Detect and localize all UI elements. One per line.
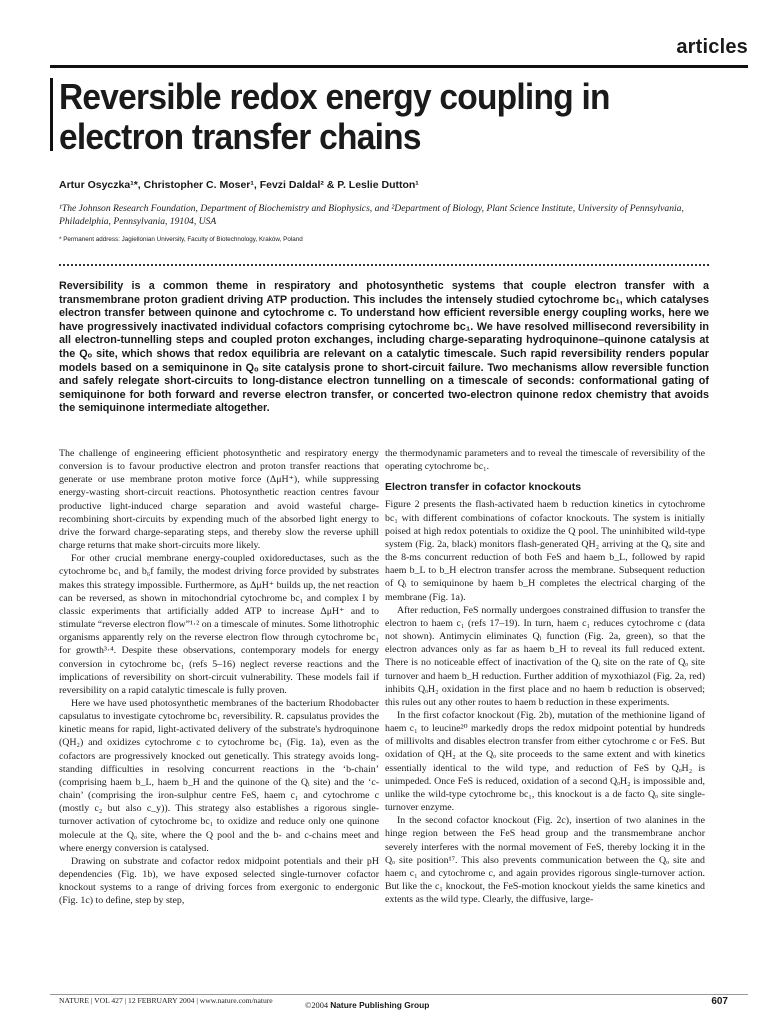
footer-rule — [50, 994, 748, 995]
section-label: articles — [676, 36, 748, 58]
paragraph: In the second cofactor knockout (Fig. 2c), insertion of two alanines in the hinge region between the FeS head group and the transmembrane anchor severely interferes with the normal movement of FeS, thereby locking it in the Qₒ site position¹⁷. This also prevents communication between the Qₒ site and haem c₁ and cytochrome c, and again provides rigorous single-turnover action. But like the c₁ knockout, the FeS-motion knockout yields the same kinetics and extents as the wild type. Clearly, the diffusive, large- — [385, 815, 705, 906]
body-column-left — [59, 447, 379, 907]
paragraph: Drawing on substrate and cofactor redox midpoint potentials and their pH dependencies (Fig. 1b), we have exposed selected single-turnover cofactor knockout systems to a range of driving forces from exergonic to endergonic (Fig. 1c) to define, step by step, — [59, 855, 379, 907]
copyright-year: ©2004 — [305, 1001, 329, 1010]
paragraph: The challenge of engineering efficient photosynthetic and respiratory energy conversion is to favour productive electron and proton transfer reactions that generate or use membrane proton motive force (ΔμH⁺), while suppressing energy-wasting short-circuit reactions. Photosynthetic reaction centres favour productive light-induced charge separation and avoid wasteful charge-recombining short-circuits by expending much of the absorbed light energy to drive the forward charge-separating steps, and thereby slow the reverse uphill charge returns that make short-circuits more likely. — [59, 448, 379, 552]
paragraph: Figure 2 presents the flash-activated haem b reduction kinetics in cytochrome bc₁ with different combinations of cofactor knockouts. The system is initially poised at high redox potentials to oxidize the Q pool. The uninhibited wild-type system (Fig. 2a, black) monitors flash-generated QH₂ arriving at the Qₒ site and the 8-ms concurrent reduction of both FeS and haem b_L, followed by rapid haem b_L to b_H electron transfer across the membrane. Subsequent reduction of Qᵢ to semiquinone by haem b_H completes the electrical charging of the membrane (Fig. 1a). — [385, 499, 705, 603]
author-list: Artur Osyczka¹*, Christopher C. Moser¹, Fevzi Daldal² & P. Leslie Dutton¹ — [59, 179, 419, 191]
paragraph: After reduction, FeS normally undergoes constrained diffusion to transfer the electron to haem c₁ (refs 17–19). In turn, haem c₁ reduces cytochrome c (data not shown). Antimycin eliminates Qᵢ function (Fig. 2a, green), so that the electron advances only as far as haem b_H to reveal its full reduced extent. There is no noticeable effect of inactivation of the Qᵢ site on the rate of Qₒ site turnover and haem b_H reduction. Further addition of myxothiazol (Fig. 2a, red) inhibits QₒH₂ oxidation in the first place and no haem b reduction is observed; this rules out any other routes to haem b reduction in these experiments. — [385, 604, 705, 708]
dotted-divider — [59, 264, 709, 266]
section-heading: Electron transfer in cofactor knockouts — [385, 481, 582, 494]
affiliations: ¹The Johnson Research Foundation, Department of Biochemistry and Biophysics, and ²Department of Biology, Plant Science Institute, University of Pennsylvania, Philadelphia, Pennsylvania, 19104, USA — [59, 203, 684, 227]
paragraph: In the first cofactor knockout (Fig. 2b), mutation of the methionine ligand of haem c₁ to leucine²⁰ markedly drops the redox midpoint potential by hundreds of millivolts and disables electron transfer from either cytochrome c or FeS. But oxidation of QH₂ at the Qₒ site proceeds to the same extent and with kinetics essentially identical to the wild type, and reduction of FeS by QₒH₂ is unimpeded. Once FeS is reduced, oxidation of a second QₒH₂ is impossible and, unlike the wild-type cytochrome bc₁, this knockout is a de facto Qₒ site single-turnover enzyme. — [385, 709, 705, 814]
copyright-line — [305, 1000, 429, 1010]
abstract: Reversibility is a common theme in respiratory and photosynthetic systems that couple electron transfer with a transmembrane proton gradient driving ATP production. This includes the intensely studied cytochrome bc₁, which catalyses electron transfer between quinone and cytochrome c. To understand how efficient reversible energy coupling works, here we have progressively inactivated individual cofactors comprising cytochrome bc₁. We have resolved millisecond reversibility in all electron-tunnelling steps and coupled proton exchanges, including charge-separating hydroquinone–quinone catalysis at the Qₒ site, which shows that redox equilibria are relevant on a catalytic timescale. Such rapid reversibility renders popular models based on a semiquinone in Qₒ site catalysis prone to short-circuit failure. Two mechanisms allow reversible function and safely relegate short-circuits to long-distance electron tunnelling on a timescale of seconds: conformational gating of semiquinone for both forward and reverse electron transfer, or concerted two-electron quinone redox chemistry that avoids the semiquinone intermediate altogether. — [59, 280, 709, 415]
paragraph: Here we have used photosynthetic membranes of the bacterium Rhodobacter capsulatus to investigate cytochrome bc₁ reversibility. R. capsulatus provides the kinetic means for rapid, light-activated delivery of the substrate's hydroquinone (QH₂) and oxidizes cytochrome c to cytochrome bc₁ (Fig. 1a), even as the cofactors are progressively knocked out genetically. This strategy avoids long-standing difficulties in resolving concurrent reactions in the ‘b-chain’ (comprising haem b_L, haem b_H and the quinone of the Qᵢ site) and the ‘c-chain’ (comprising the iron-sulphur centre FeS, haem c₁ and cytochrome c (mostly c₂ but also c_y)). This strategy also establishes a rigorous single-turnover activation of cytochrome bc₁ to oxidize and reduce only one quinone molecule at the Qₒ site, where the Q pool and the b- and c-chains meet and where energy conversion is catalysed. — [59, 697, 379, 854]
page-number: 607 — [711, 996, 728, 1007]
paragraph: For other crucial membrane energy-coupled oxidoreductases, such as the cytochrome bc₁ and b₆f family, the modest driving force provided by substrates makes this strategy impossible. Furthermore, as ΔμH⁺ builds up, the net reaction can be reversed, as shown in mitochondrial cytochrome bc₁ and complex I by classic experiments that artificially added ATP to increase ΔμH⁺ and to stimulate “reverse electron flow”¹·² on a timescale of minutes. Some lithotrophic organisms apparently rely on the reverse electron flow through cytochrome bc₁ for growth³·⁴. Despite these observations, contemporary models for energy conversion in cytochrome bc₁ (refs 5–16) neglect reverse reactions and the implications of reversibility on short-circuit vulnerability. These models fail if reversibility on a rapid catalytic timescale is fully proven. — [59, 553, 379, 696]
publisher-name: Nature Publishing Group — [330, 1000, 430, 1010]
body-column-right — [385, 447, 705, 906]
title-bar — [50, 78, 53, 151]
journal-citation: NATURE | VOL 427 | 12 FEBRUARY 2004 | www.nature.com/nature — [59, 996, 273, 1005]
paragraph: the thermodynamic parameters and to reveal the timescale of reversibility of the operating cytochrome bc₁. — [385, 448, 705, 473]
author-footnote: * Permanent address: Jagiellonian University, Faculty of Biotechnology, Kraków, Poland — [59, 236, 303, 243]
article-title: Reversible redox energy coupling in electron transfer chains — [59, 76, 610, 157]
header-rule — [50, 65, 748, 68]
